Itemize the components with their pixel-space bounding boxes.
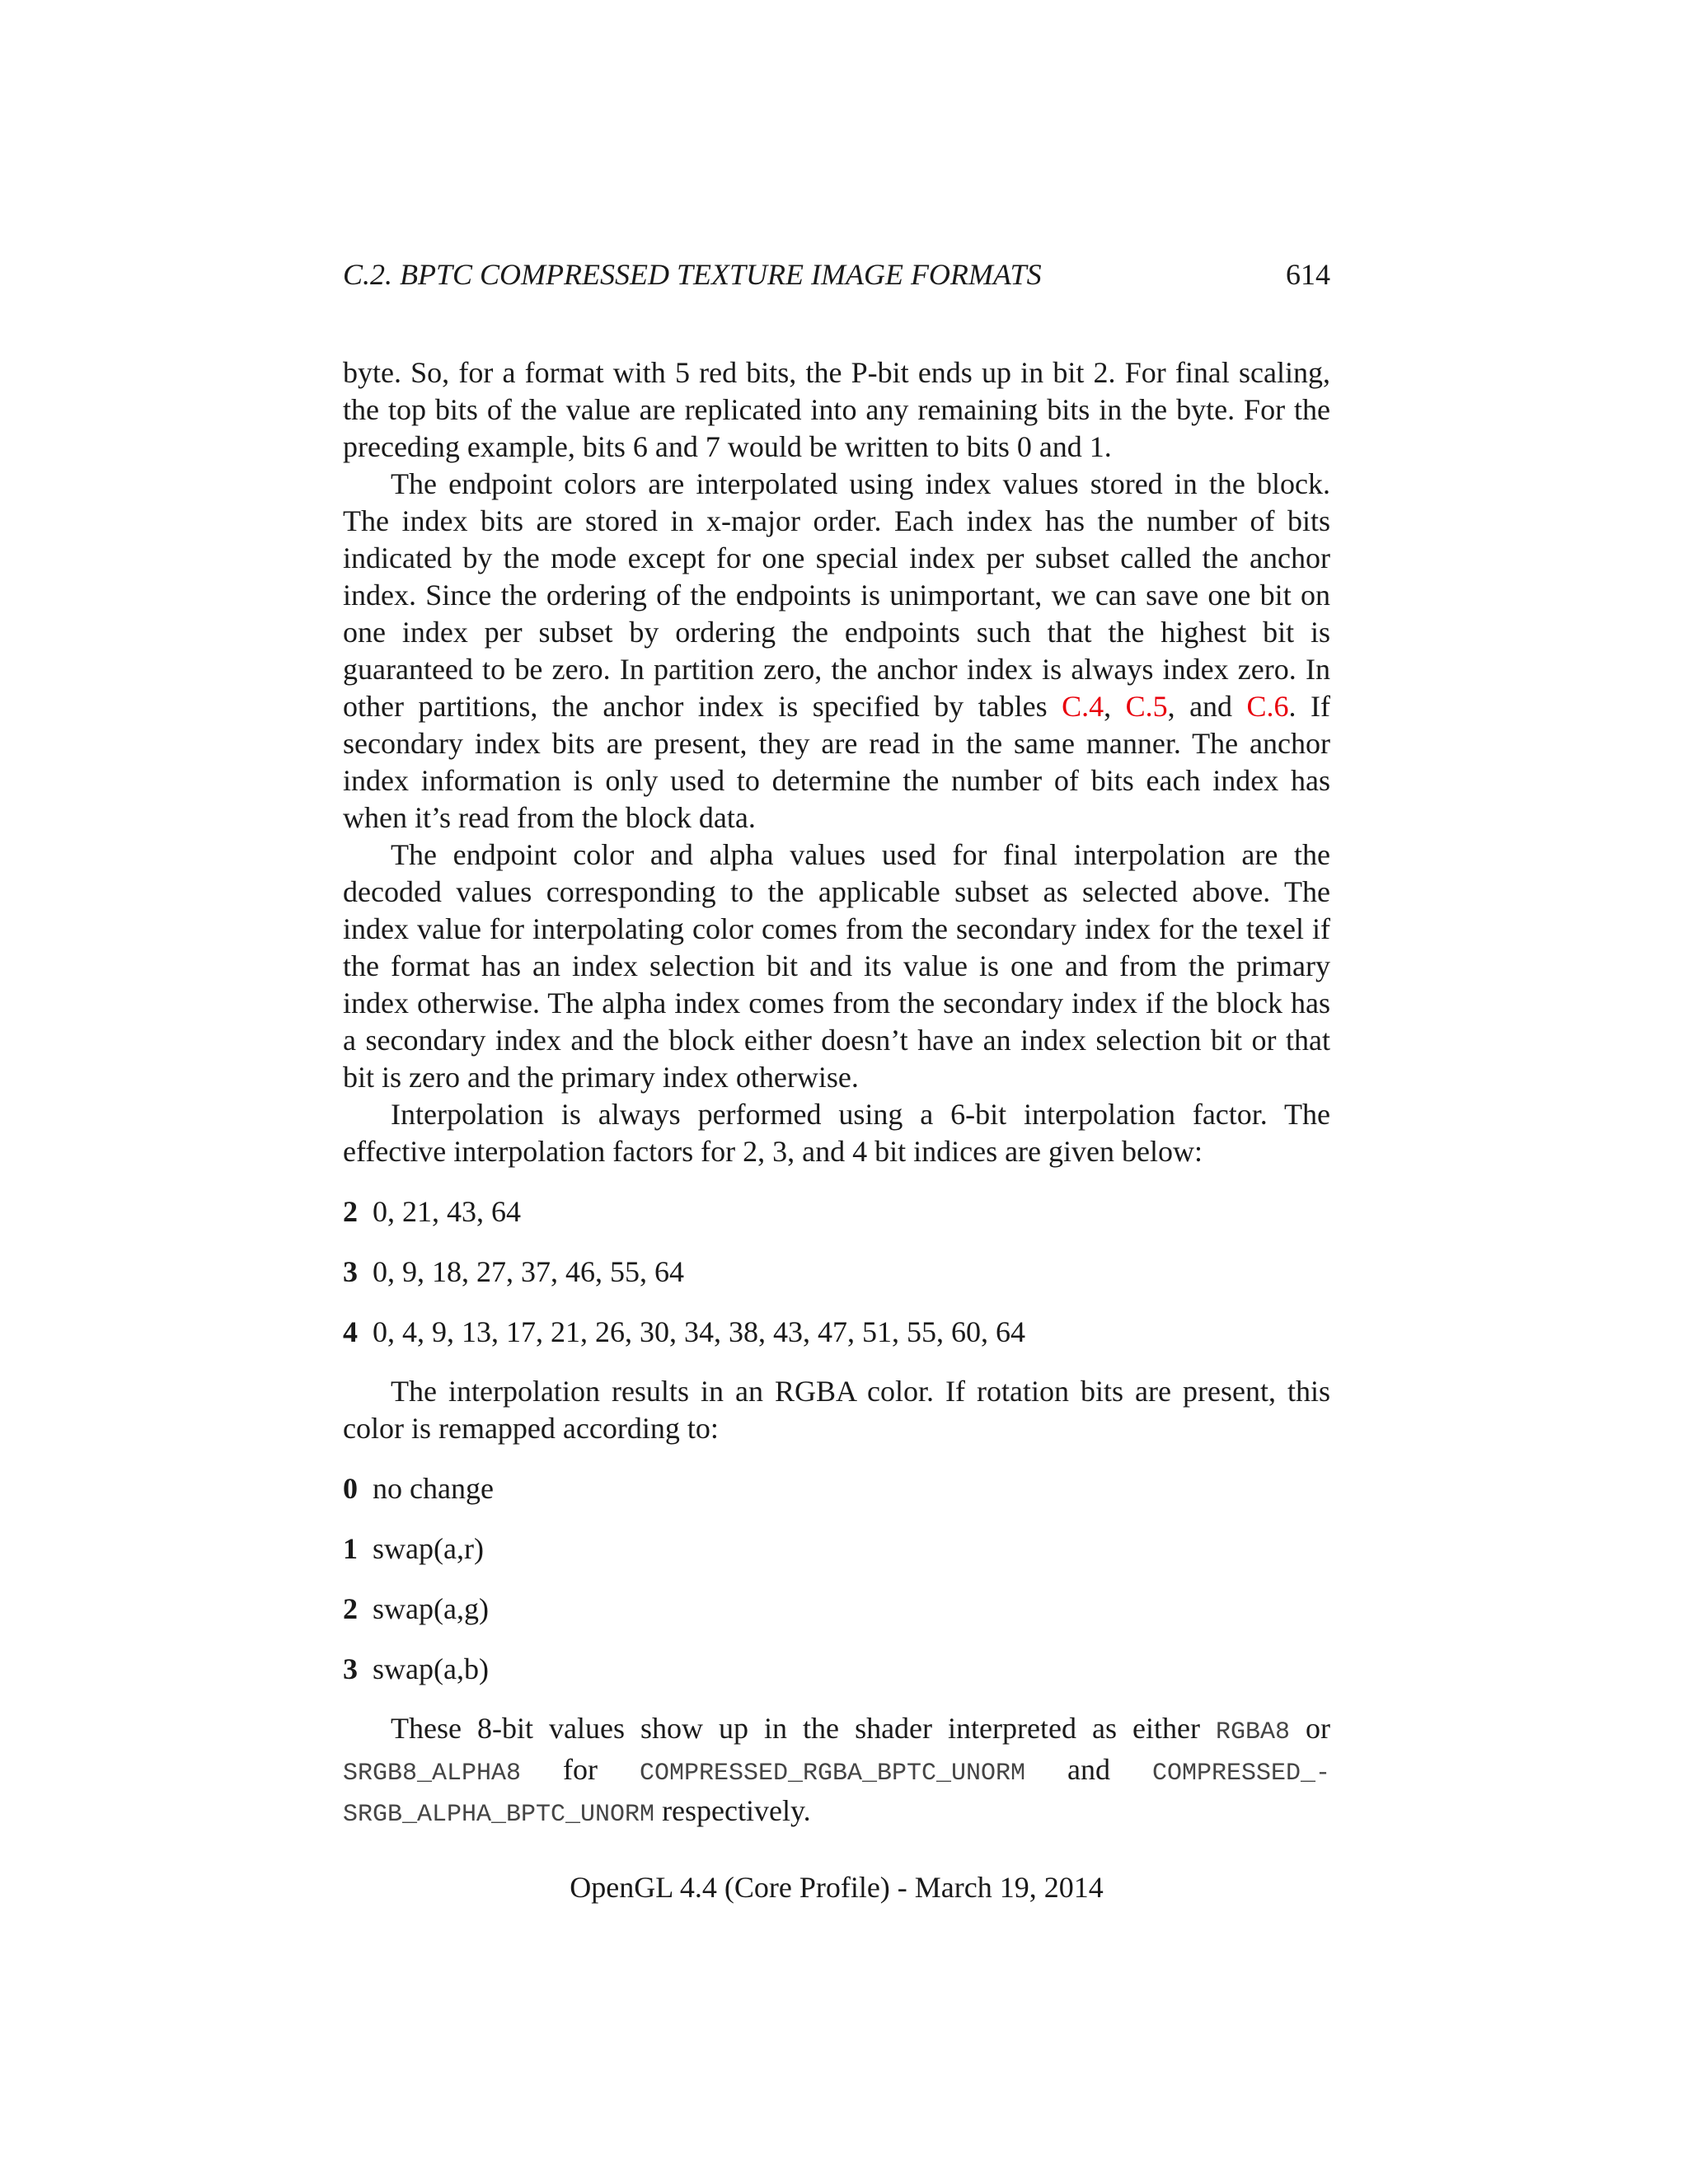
rotation-list <box>343 1470 1330 1688</box>
text-run: These 8-bit values show up in the shader interpreted as either <box>391 1712 1216 1745</box>
code-compressed-srgb-alpha-bptc-unorm: COMPRESSED_-SRGB_ALPHA_BPTC_UNORM <box>343 1760 1330 1829</box>
list-item <box>343 1254 1330 1291</box>
text-run: and <box>1025 1753 1152 1786</box>
list-value: swap(a,b) <box>373 1652 489 1685</box>
text-run: . If secondary index bits are present, they are read in the same manner. The anchor index information is only used to determine the number of bits each index has when it’s read from the block data. <box>343 690 1331 834</box>
paragraph-anchor-index <box>343 466 1330 837</box>
text-run: , <box>1104 690 1126 723</box>
text-run: respectively. <box>654 1794 811 1827</box>
paragraph-interpolation: Interpolation is always performed using a 6-bit interpolation factor. The effective interpolation factors for 2, 3, and 4 bit indices are given below: <box>343 1098 1330 1168</box>
paragraph-shader-formats <box>343 1710 1330 1834</box>
list-value: no change <box>373 1472 494 1505</box>
running-header <box>343 257 1330 298</box>
table-ref-c5[interactable]: C.5 <box>1125 690 1168 723</box>
list-item <box>343 1591 1330 1628</box>
section-title: C.2. BPTC COMPRESSED TEXTURE IMAGE FORMATS <box>343 258 1042 291</box>
list-item <box>343 1530 1330 1568</box>
text-run: , and <box>1167 690 1247 723</box>
list-item <box>343 1314 1330 1351</box>
list-key: 2 <box>343 1592 358 1625</box>
text-run: The endpoint colors are interpolated using index values stored in the block. The index bits are stored in x-major order. Each index has the number of bits indicated by the mode except for one special index per subset called the anchor index. Since the ordering of the endpoints is unimportant, we can save one bit on one index per subset by ordering the endpoints such that the highest bit is guaranteed to be zero. In partition zero, the anchor index is always index zero. In other partitions, the anchor index is specified by tables <box>343 467 1330 723</box>
list-item <box>343 1470 1330 1507</box>
page-number: 614 <box>1286 258 1330 291</box>
table-ref-c6[interactable]: C.6 <box>1246 690 1289 723</box>
paragraph-rotation: The interpolation results in an RGBA color. If rotation bits are present, this color is remapped according to: <box>343 1375 1330 1445</box>
body-text <box>343 354 1330 1834</box>
list-key: 3 <box>343 1652 358 1685</box>
list-item <box>343 1193 1330 1230</box>
document-page <box>343 0 1330 2184</box>
list-key: 2 <box>343 1195 358 1228</box>
text-run: for <box>521 1753 640 1786</box>
list-key: 4 <box>343 1315 358 1348</box>
code-srgb8-alpha8: SRGB8_ALPHA8 <box>343 1760 522 1788</box>
list-item <box>343 1651 1330 1688</box>
code-rgba8: RGBA8 <box>1215 1718 1290 1746</box>
list-value: 0, 4, 9, 13, 17, 21, 26, 30, 34, 38, 43, 47, 51, 55, 60, 64 <box>373 1315 1025 1348</box>
page-footer: OpenGL 4.4 (Core Profile) - March 19, 2014 <box>570 1871 1104 1904</box>
list-value: swap(a,r) <box>373 1532 484 1565</box>
text-run: or <box>1289 1712 1330 1745</box>
list-value: 0, 9, 18, 27, 37, 46, 55, 64 <box>373 1255 684 1288</box>
list-key: 3 <box>343 1255 358 1288</box>
list-key: 0 <box>343 1472 358 1505</box>
interpolation-factor-list <box>343 1193 1330 1351</box>
list-value: 0, 21, 43, 64 <box>373 1195 521 1228</box>
table-ref-c4[interactable]: C.4 <box>1062 690 1104 723</box>
list-value: swap(a,g) <box>373 1592 489 1625</box>
paragraph-endpoint-values: The endpoint color and alpha values used for final interpolation are the decoded values corresponding to the applicable subset as selected above. The index value for interpolating color comes from the secondary index for the texel if the format has an index selection bit and its value is one and from the primary index otherwise. The alpha index comes from the secondary index if the block has a secondary index and the block either doesn’t have an index selection bit or that bit is zero and the primary index otherwise. <box>343 838 1330 1094</box>
paragraph-continuation: byte. So, for a format with 5 red bits, the P-bit ends up in bit 2. For final scaling, the top bits of the value are replicated into any remaining bits in the byte. For the preceding example, bits 6 and 7 would be written to bits 0 and 1. <box>343 356 1330 463</box>
list-key: 1 <box>343 1532 358 1565</box>
code-compressed-rgba-bptc-unorm: COMPRESSED_RGBA_BPTC_UNORM <box>639 1760 1026 1788</box>
